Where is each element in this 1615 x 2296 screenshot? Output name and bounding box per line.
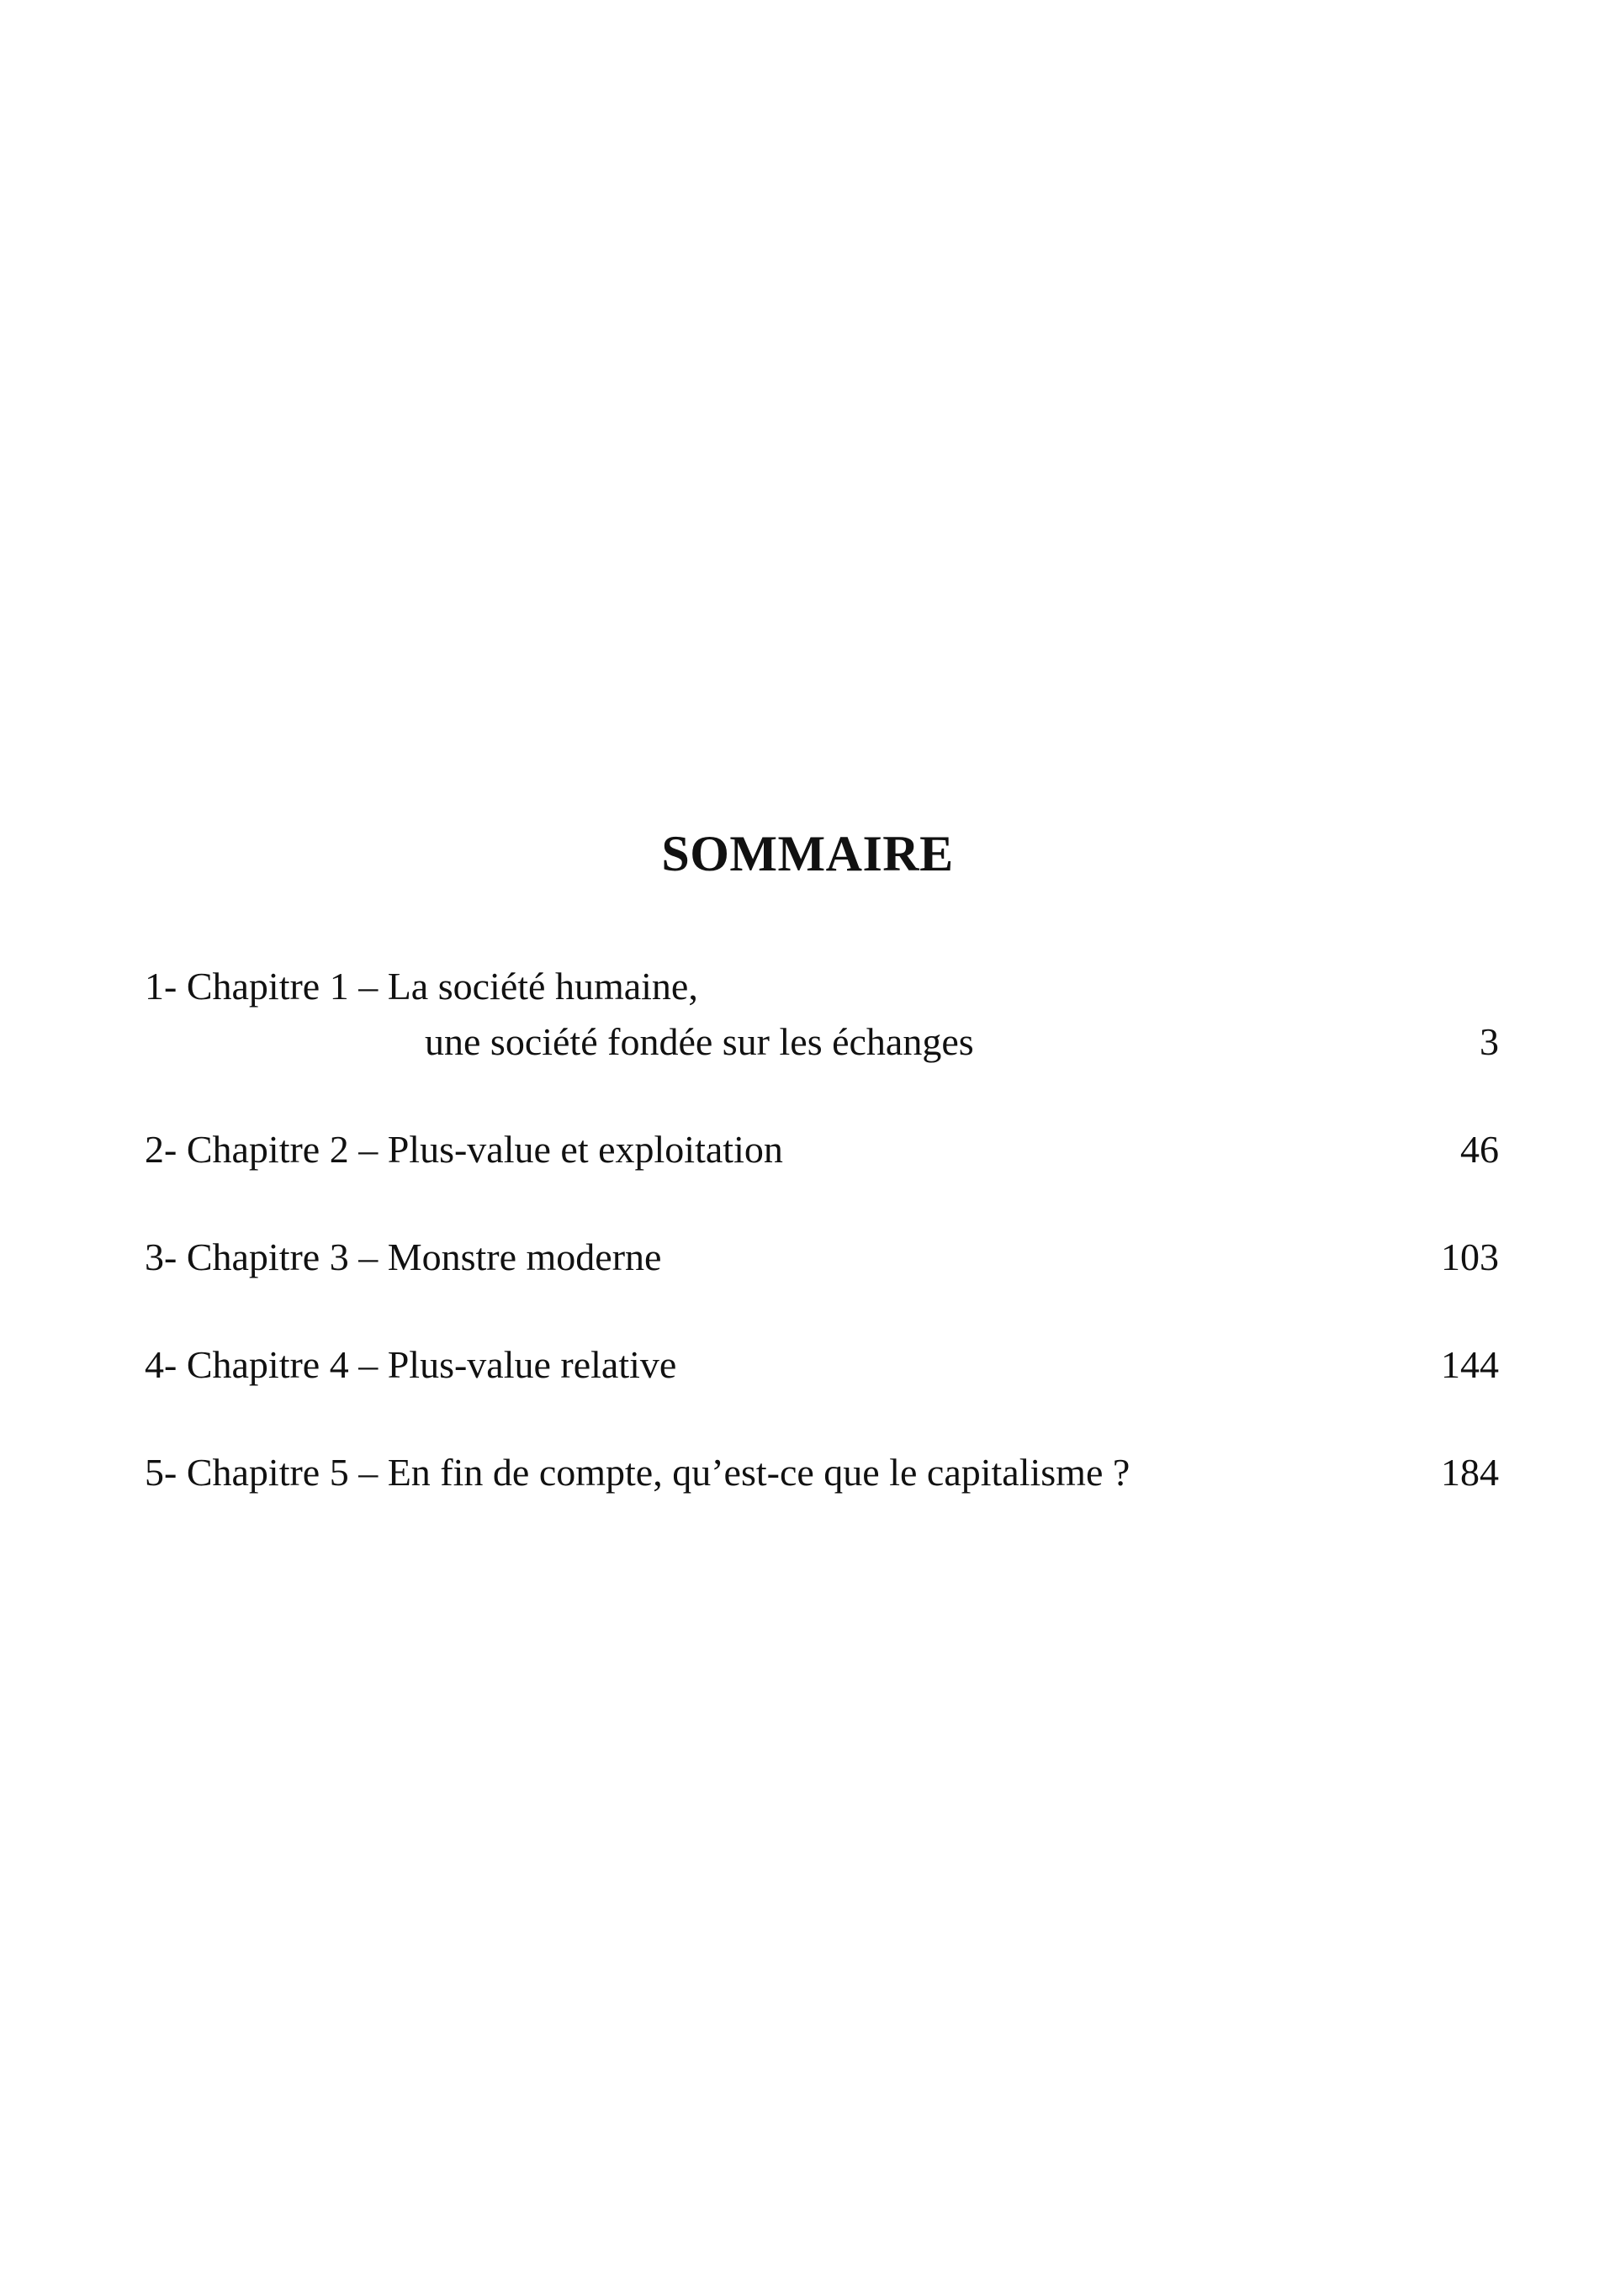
toc-entry-chapter-4[interactable]	[145, 1337, 1499, 1393]
toc-entry-chapter-5[interactable]	[145, 1445, 1499, 1500]
page-title: SOMMAIRE	[661, 826, 954, 882]
toc-entry-line: 4- Chapitre 4 – Plus-value relative	[145, 1343, 677, 1386]
toc-page-number: 3	[1480, 1020, 1499, 1063]
toc-entry-title	[145, 1230, 661, 1285]
toc-entry-chapter-1[interactable]	[145, 959, 1499, 1070]
toc-page-number: 144	[1441, 1343, 1499, 1386]
toc-entry-title	[145, 1445, 1130, 1500]
toc-entry-title	[145, 959, 974, 1070]
toc-entry-title	[145, 1337, 676, 1393]
toc-entry-line-continuation: une société fondée sur les échanges	[425, 1020, 974, 1063]
toc-page-number: 184	[1441, 1451, 1499, 1494]
toc-page-number: 103	[1441, 1235, 1499, 1278]
toc-entry-line: 1- Chapitre 1 – La société humaine,	[145, 965, 698, 1008]
toc-entry-line: 3- Chapitre 3 – Monstre moderne	[145, 1235, 662, 1278]
toc-entry-line: 2- Chapitre 2 – Plus-value et exploitation	[145, 1128, 783, 1171]
toc-entry-line: 5- Chapitre 5 – En fin de compte, qu’est-ce que le capitalisme ?	[145, 1451, 1130, 1494]
toc-entry-chapter-2[interactable]	[145, 1122, 1499, 1177]
toc-entry-title	[145, 1122, 783, 1177]
table-of-contents	[145, 959, 1499, 1553]
toc-page-number: 46	[1460, 1128, 1499, 1171]
toc-entry-chapter-3[interactable]	[145, 1230, 1499, 1285]
